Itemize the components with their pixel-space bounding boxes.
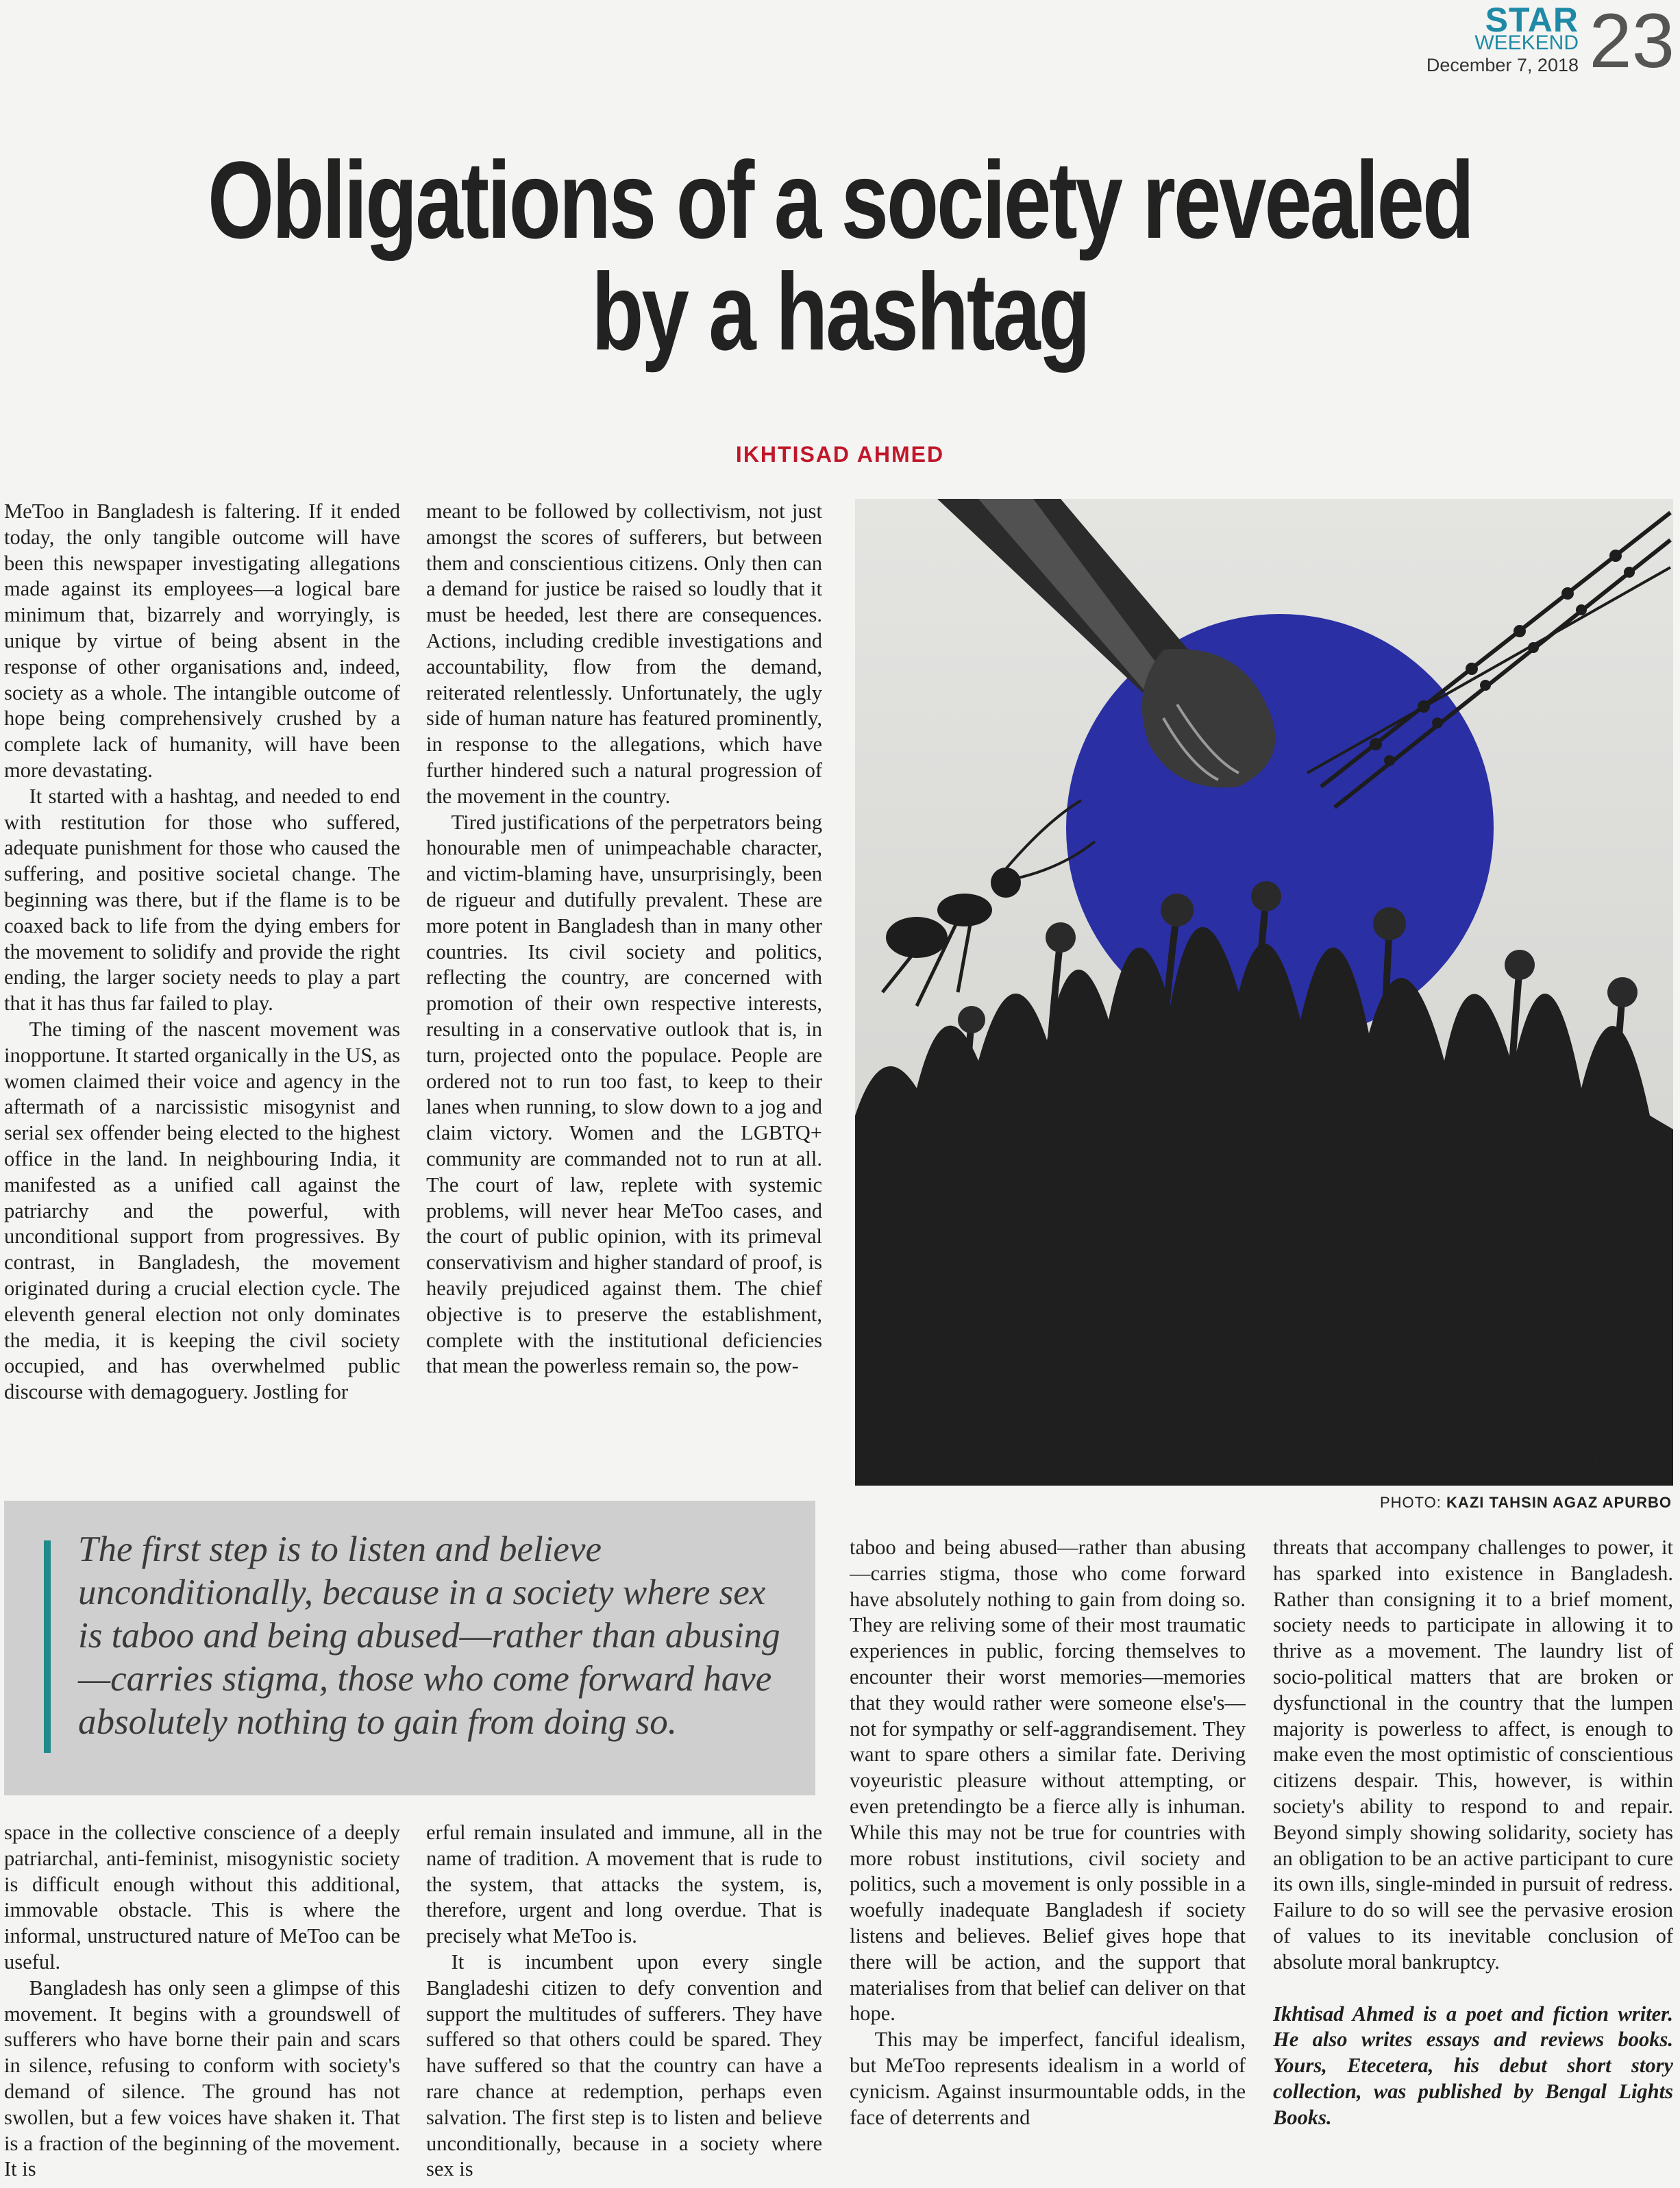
- paragraph: erful remain insulated and immune, all in the name of tradition. A movement that is rude to the system, that attacks the system, is, therefore, urgent and long overdue. That is precisely what MeToo is.: [426, 1821, 822, 1948]
- byline: IKHTISAD AHMED: [735, 442, 945, 467]
- page-number: 23: [1589, 0, 1675, 84]
- paragraph: The timing of the nascent movement was inopportune. It started organically in the US, as women claimed their voice and agency in the aftermath of a narcissistic misogynist and serial sex offender being elected to the highest office in the land. In neighbouring India, it manifested as a unified call against the patriarchy and the powerful, with unconditional support from progressives. By contrast, in Bangladesh, the movement originated during a crucial election cycle. The eleventh general election not only dominates the media, it is keeping the civil society occupied, and has overwhelmed public discourse with demagoguery. Jostling for: [4, 1017, 400, 1404]
- masthead: [1426, 0, 1675, 84]
- pull-quote-text: The first step is to listen and believe unconditionally, because in a society where sex is taboo and being abused—rather than abusing—carries stigma, those who come forward have absolutely nothing to gain from doing so.: [78, 1529, 780, 1742]
- paragraph: space in the collective conscience of a deeply patriarchal, anti-feminist, misogynistic society is difficult enough without this additional, immovable obstacle. This is where the informal, unstructured nature of MeToo can be useful.: [4, 1821, 400, 1974]
- author-bio: Ikhtisad Ahmed is a poet and fiction writer. He also writes essays and reviews books. Yours, Etecetera, his debut short story collection, was published by Bengal Lights Books.: [1273, 2002, 1673, 2129]
- headline-line-2: by a hashtag: [591, 250, 1089, 373]
- column-2-top: [426, 499, 822, 1486]
- paragraph: It is incumbent upon every single Bangladeshi citizen to defy convention and support the multitudes of sufferers. They have suffered so that others could be spared. They have suffered so that the country can have a rare chance at redemption, perhaps even salvation. The first step is to listen and believe unconditionally, because in a society where sex is: [426, 1950, 822, 2181]
- photo-credit-label: PHOTO:: [1379, 1494, 1442, 1511]
- photo-credit-name: KAZI TAHSIN AGAZ APURBO: [1446, 1494, 1672, 1511]
- headline-line-1: Obligations of a society revealed: [208, 138, 1472, 261]
- column-1-top: [4, 499, 400, 1486]
- pull-quote-bar: [44, 1540, 51, 1753]
- paragraph: Bangladesh has only seen a glimpse of this movement. It begins with a groundswell of sufferers who have borne their pain and scars in silence, refusing to conform with society's demand of silence. The ground has not swollen, but a few voices have shaken it. That is a fraction of the beginning of the movement. It is: [4, 1976, 400, 2181]
- photo-illustration: [855, 499, 1673, 1486]
- paragraph: meant to be followed by collectivism, not just amongst the scores of sufferers, but between them and conscientious citizens. Only then can a demand for justice be raised so loudly that it must be heeded, lest there are consequences. Actions, including credible investigations and accountability, flow from the demand, reiterated relentlessly. Unfortunately, the ugly side of human nature has featured prominently, in response to the allegations, which have further hindered such a natural progression of the movement in the country.: [426, 500, 822, 808]
- paragraph: This may be imperfect, fanciful idealism, but MeToo represents idealism in a world of cynicism. Against insurmountable odds, in the face of deterrents and: [850, 2028, 1246, 2129]
- headline: [185, 138, 1496, 373]
- column-4: [1273, 1535, 1673, 2185]
- paragraph: MeToo in Bangladesh is faltering. If it ended today, the only tangible outcome will have been this newspaper investigating allegations made against its employees—a logical bare minimum that, bizarrely and worryingly, is unique by virtue of being absent in the response of other organisations and, indeed, society as a whole. The intangible outcome of hope being comprehensively crushed by a complete lack of humanity, will have been more devastating.: [4, 500, 400, 782]
- paragraph: taboo and being abused—rather than abusing—carries stigma, those who come forward have absolutely nothing to gain from doing so. They are reliving some of their most traumatic experiences in public, forcing themselves to encounter their worst memories—memories that they would rather were someone else's—not for sympathy or self-aggrandisement. They want to spare others a similar fate. Deriving voyeuristic pleasure without attempting, or even pretendingto be a fierce ally is inhuman. While this may not be true for countries with more robust institutions, civil society and politics, such a movement is only possible in a woefully inadequate Bangladesh if society listens and believes. Belief gives hope that there will be action, and the support that materialises from that belief can deliver on that hope.: [850, 1536, 1246, 2026]
- paragraph: Tired justifications of the perpetrators being honourable men of unimpeachable character, and victim-blaming have, unsurprisingly, been de rigueur and dutifully prevalent. These are more potent in Bangladesh than in many other countries. Its civil society and politics, reflecting the country, are concerned with promotion of their own respective interests, resulting in a conservative outlook that is, in turn, projected onto the populace. People are ordered not to run too fast, to keep to their lanes when running, to slow down to a jog and claim victory. Women and the LGBTQ+ community are commanded not to run at all. The court of law, replete with systemic problems, will never hear MeToo cases, and the court of public opinion, with its primeval conservativism and higher standard of proof, is heavily prejudiced against them. The chief objective is to preserve the establishment, complete with the institutional deficiencies that mean the powerless remain so, the pow-: [426, 810, 822, 1378]
- column-3: [850, 1535, 1246, 2185]
- article-photo: [855, 499, 1673, 1486]
- column-1-bottom: [4, 1820, 400, 2185]
- pull-quote: [4, 1501, 815, 1795]
- paragraph: It started with a hashtag, and needed to end with restitution for those who suffered, adequate punishment for those who caused the suffering, and positive societal change. The beginning was there, but if the flame is to be coaxed back to life from the dying embers for the movement to solidify and provide the right ending, the larger society needs to play a part that it has thus far failed to play.: [4, 784, 400, 1016]
- masthead-brand: STAR: [1485, 1, 1579, 39]
- paragraph: threats that accompany challenges to power, it has sparked into existence in Bangladesh. Rather than consigning it to a brief moment, society needs to participate in allowing it to thrive as a movement. The laundry list of socio-political matters that are broken or dysfunctional in the country that the lumpen majority is powerless to affect, is enough to make even the most optimistic of conscientious citizens despair. This, however, is within society's ability to respond to and repair. Beyond simply showing solidarity, society has an obligation to be an active participant to cure its own ills, single-minded in pursuit of redress. Failure to do so will see the pervasive erosion of values to its inevitable conclusion of absolute moral bankruptcy.: [1273, 1536, 1673, 1974]
- column-2-bottom: [426, 1820, 822, 2185]
- issue-date: December 7, 2018: [1426, 55, 1579, 75]
- photo-credit: [1380, 1494, 1672, 1512]
- masthead-section: WEEKEND: [1474, 32, 1579, 54]
